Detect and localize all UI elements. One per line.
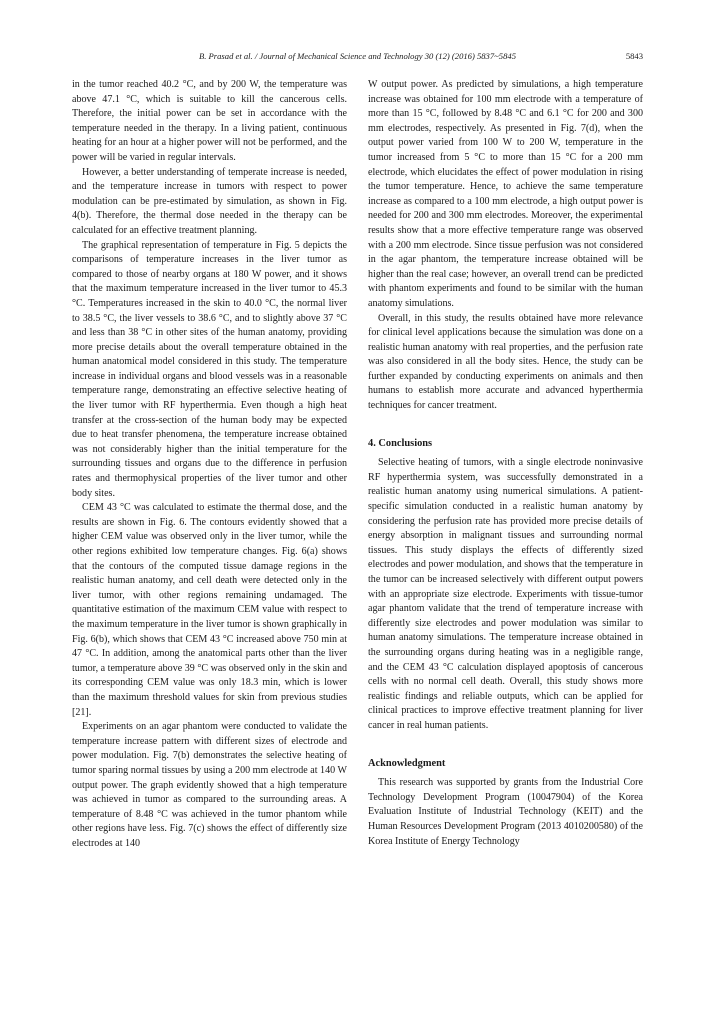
- right-column: [368, 78, 643, 849]
- paragraph: However, a better understanding of temperate increase is needed, and the temperature increase in tumors with respect to power modulation can be pre-estimated by simulation, as shown in Fig. 4(b). Therefore, the thermal dose needed in the therapy can be calculated for an effective treatment planning.: [72, 166, 347, 236]
- left-column: [72, 78, 347, 851]
- running-title: B. Prasad et al. / Journal of Mechanical Science and Technology 30 (12) (2016) 5837~5845: [199, 51, 516, 61]
- paragraph: The graphical representation of temperature in Fig. 5 depicts the comparisons of temperature increases in the liver tumor as compared to those of nearby organs at 180 W power, and it shows that the maximum temperature increased in the liver tumor to 45.3 °C. Temperatures increased in the skin to 40.0 °C, the normal liver to 38.5 °C, the liver vessels to 38.6 °C, and to slightly above 37 °C and less than 38 °C in other sites of the human anatomy, providing more precise details about the overall temperature obtained in the human anatomical model considered in this study. The temperature increase in individual organs and blood vessels was in a reasonable temperature range, demonstrating an effective selective heating of the liver tumor with RF hyperthermia. Even though a high heat transfer at the cross-section of the human body may be expected due to heat transfer phenomena, the temperature increase obtained was not considerably higher than the initial temperature for the surrounding tissues and organs due to the difference in perfusion rates and thermophysical properties of the liver tumor and other body sites.: [72, 239, 347, 499]
- page-number: 5843: [625, 51, 643, 61]
- paragraph: in the tumor reached 40.2 °C, and by 200 W, the temperature was above 47.1 °C, which is suitable to kill the cancerous cells. Therefore, the initial power can be set in accordance with the temperature needed in the therapy. In a living patient, continuous heating for an hour at a higher power will not be performed, and the power will be varied in regular intervals.: [72, 79, 347, 163]
- paragraph: CEM 43 °C was calculated to estimate the thermal dose, and the results are shown in Fig. 6. The contours evidently showed that a higher CEM value was observed only in the liver tumor, while the other regions exhibited low temperature changes. Fig. 6(a) shows that the contours of the computed tissue damage regions in the realistic human anatomy, and cell death were detected only in the liver tumor, with other regions remaining undamaged. The quantitative estimation of the maximum CEM value with respect to the maximum temperature in the liver tumor is shown graphically in Fig. 6(b), which shows that CEM 43 °C increased above 750 min at 47 °C. In addition, among the anatomical parts other than the liver tumor, a temperature above 39 °C was observed only in the skin and its corresponding CEM value was only 18.3 min, which is lower than the maximum threshold values for skin from previous studies [21].: [72, 502, 347, 718]
- conclusions-paragraph: Selective heating of tumors, with a single electrode noninvasive RF hyperthermia system, was successfully demonstrated in a realistic human anatomy using numerical simulations. A patient-specific simulation conducted in a realistic human anatomy by considering the perfusion rate has provided more precise details of energy absorption in malignant tissues and surrounding normal tissues. This study displays the effects of differently sized electrodes and power modulation, and shows that the temperature in the tumor can be increased selectively with different output powers with an appropriate size electrode. Experiments with tissue-tumor agar phantom validate that the trend of temperature increase with differently size electrodes and power modulation was similar to human anatomy simulations. The temperature increase obtained in the surrounding organs during heating was in a negligible range, and the CEM 43 °C calculation displayed apoptosis of cancerous cells with no normal cell death. Overall, this study shows more realistic findings and reliable outputs, which can be applied for clinical practices to improve effective treatment planning for liver cancer in real human patients.: [368, 457, 643, 731]
- paragraph: Experiments on an agar phantom were conducted to validate the temperature increase pattern with different sizes of electrode and power modulation. Fig. 7(b) demonstrates the selective heating of tumor sparing normal tissues by using a 200 mm electrode at 140 W output power. The graph evidently showed that a high temperature was achieved in tumor as compared to the surrounding areas. A temperature of 8.48 °C was achieved in the tumor phantom while other regions have less. Fig. 7(c) shows the effect of differently size electrodes at 140: [72, 721, 347, 849]
- acknowledgment-heading: Acknowledgment: [368, 757, 446, 769]
- conclusions-heading: 4. Conclusions: [368, 437, 433, 449]
- acknowledgment-paragraph: This research was supported by grants from the Industrial Core Technology Development Program (10047904) of the Korea Evaluation Institute of Industrial Technology (KEIT) and the Human Resources Development Program (2013 4010200580) of the Korea Institute of Energy Technology: [368, 777, 643, 847]
- paragraph: Overall, in this study, the results obtained have more relevance for clinical level applications because the simulation was done on a realistic human anatomy with real properties, and the perfusion rate was also considered in all the body sites. Hence, the study can be further expanded by conducting experiments on animals and then humans to establish more accurate and advanced hyperthermia techniques for cancer treatment.: [368, 312, 643, 412]
- running-header: [72, 49, 643, 63]
- paragraph: W output power. As predicted by simulations, a high temperature increase was obtained for 100 mm electrode with a temperature of more than 15 °C, followed by 8.48 °C and 6.1 °C for 200 and 300 mm electrodes, respectively. As presented in Fig. 7(d), when the output power varied from 100 W to 200 W, temperature in the tumor increased from 5 °C to more than 15 °C for a 200 mm electrode, which elucidates the effect of power modulation in rising the tumor temperature. Hence, to achieve the same temperature increase as compared to a 100 mm electrode, a high output power is needed for 200 and 300 mm electrodes. Moreover, the experimental results show that a more effective temperature range was observed with a 200 mm electrode. Since tissue perfusion was not considered in the agar phantom, the temperature increase obtained will be higher than the real case; however, an overall trend can be predicted with phantom experiments and found to be similar with the human anatomy simulations.: [368, 79, 643, 309]
